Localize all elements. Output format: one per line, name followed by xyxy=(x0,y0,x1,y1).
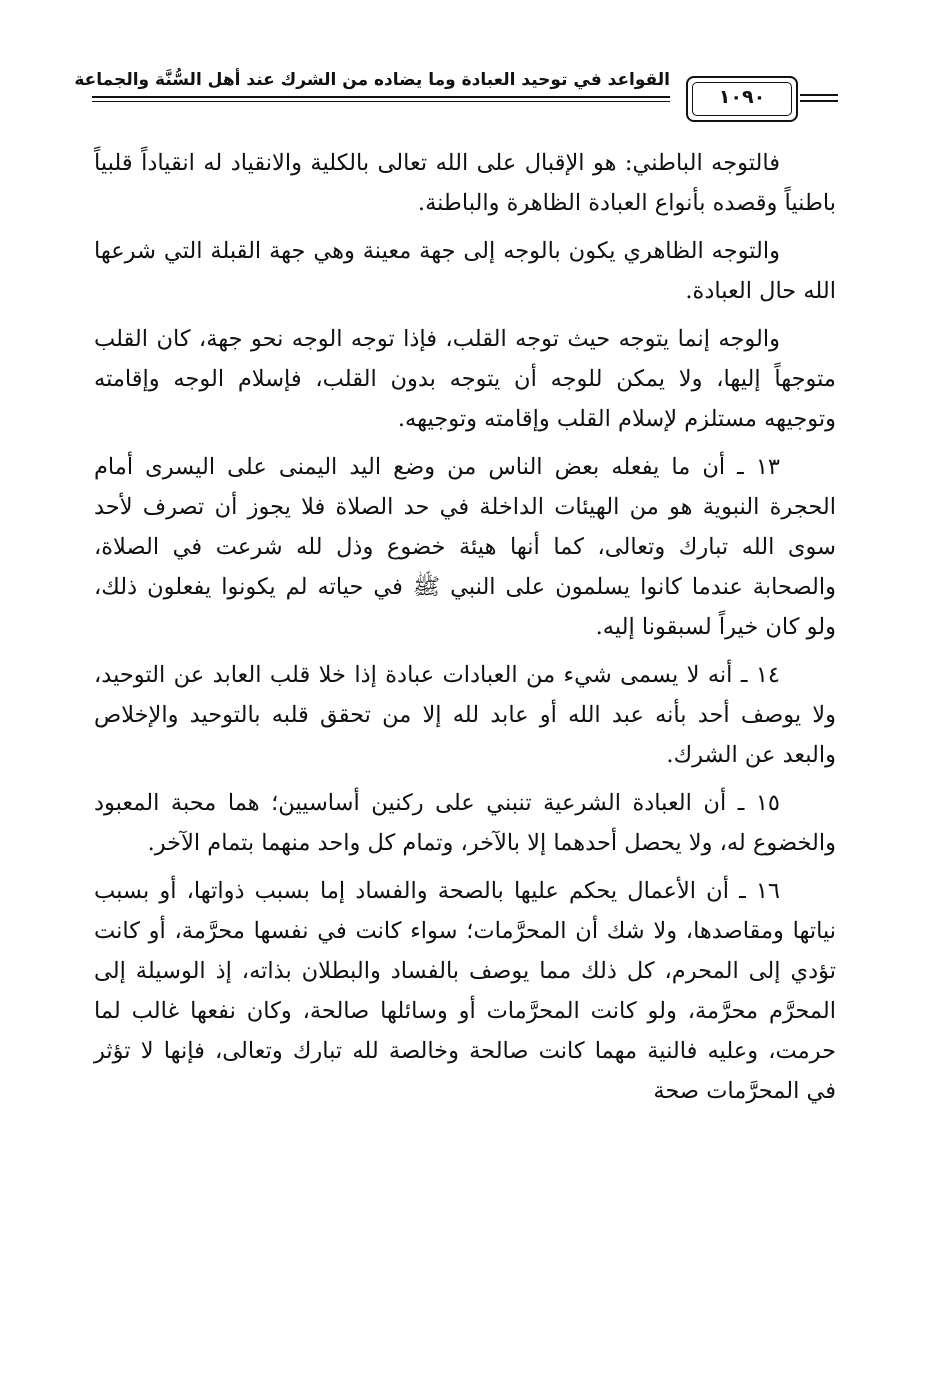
page-header xyxy=(74,62,838,132)
page-number: ١٠٩٠ xyxy=(718,86,766,108)
paragraph: والوجه إنما يتوجه حيث توجه القلب، فإذا توجه الوجه نحو جهة، كان القلب متوجهاً إليها، ولا يمكن للوجه أن يتوجه بدون القلب، فإسلام الوجه وإقامته وتوجيهه مستلزم لإسلام القلب وإقامته وتوجيهه. xyxy=(94,326,836,432)
page-box-ornament xyxy=(800,94,838,96)
page-number-frame xyxy=(686,76,798,122)
paragraph: ١٦ ـ أن الأعمال يحكم عليها بالصحة والفساد إما بسبب ذواتها، أو بسبب نياتها ومقاصدها، ولا شك أن المحرَّمات؛ سواء كانت في نفسها محرَّمة، أو كانت تؤدي إلى المحرم، كل ذلك مما يوصف بالفساد والبطلان بذاته، إذ الوسيلة إلى المحرَّم محرَّمة، ولو كانت المحرَّمات أو وسائلها صالحة، وكان نفعها غالب لما حرمت، وعليه فالنية مهما كانت صالحة وخالصة لله تبارك وتعالى، فإنها لا تؤثر في المحرَّمات صحة xyxy=(94,878,836,1104)
page-body xyxy=(94,143,836,1119)
header-rule xyxy=(92,96,670,98)
paragraph: والتوجه الظاهري يكون بالوجه إلى جهة معينة وهي جهة القبلة التي شرعها الله حال العبادة. xyxy=(94,238,836,304)
paragraph: ١٥ ـ أن العبادة الشرعية تنبني على ركنين أساسيين؛ هما محبة المعبود والخضوع له، ولا يحصل أحدهما إلا بالآخر، وتمام كل واحد منهما بتمام الآخر. xyxy=(94,790,836,856)
header-rule-thin xyxy=(92,101,670,102)
paragraph: ١٣ ـ أن ما يفعله بعض الناس من وضع اليد اليمنى على اليسرى أمام الحجرة النبوية هو من الهيئات الداخلة في حد الصلاة فلا يجوز أن تصرف لأحد سوى الله تبارك وتعالى، كما أنها هيئة خضوع وذل لله شرعت في الصلاة، والصحابة عندما كانوا يسلمون على النبي ﷺ في حياته لم يكونوا يفعلون ذلك، ولو كان خيراً لسبقونا إليه. xyxy=(94,454,836,640)
paragraph: فالتوجه الباطني: هو الإقبال على الله تعالى بالكلية والانقياد له انقياداً قلبياً باطنياً وقصده بأنواع العبادة الظاهرة والباطنة. xyxy=(94,150,836,216)
running-title: القواعد في توحيد العبادة وما يضاده من الشرك عند أهل السُّنَّة والجماعة xyxy=(74,70,670,90)
page-box-ornament xyxy=(800,100,838,102)
paragraph: ١٤ ـ أنه لا يسمى شيء من العبادات عبادة إذا خلا قلب العابد عن التوحيد، ولا يوصف أحد بأنه عبد الله أو عابد لله إلا من تحقق قلبه بالتوحيد والإخلاص والبعد عن الشرك. xyxy=(94,662,836,768)
